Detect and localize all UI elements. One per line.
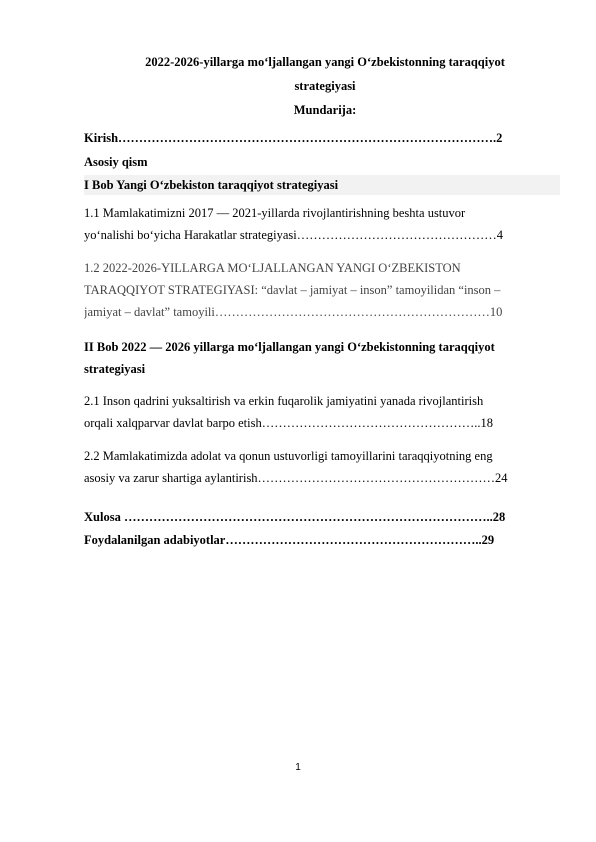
toc-entry-2-2-line-1: 2.2 Mamlakatimizda adolat va qonun ustuvorligi tamoyillarini taraqqiyotning eng bbox=[84, 449, 493, 463]
toc-entry-bob-2-line-2: strategiyasi bbox=[84, 362, 146, 376]
toc-entry-1-2-line-2: TARAQQIYOT STRATEGIYASI: “davlat – jamiyat – inson” tamoyilidan “inson – bbox=[84, 283, 501, 297]
toc-entry-asosiy-qism: Asosiy qism bbox=[84, 155, 148, 169]
document-title-line-2: strategiyasi bbox=[294, 79, 356, 93]
document-title-line-1: 2022-2026-yillarga mo‘ljallangan yangi O‘zbekistonning taraqqiyot bbox=[145, 55, 505, 69]
toc-entry-1-2-line-1: 1.2 2022-2026-YILLARGA MO‘LJALLANGAN YANGI O‘ZBEKISTON bbox=[84, 261, 461, 275]
toc-entry-2-2-line-2: asosiy va zarur shartiga aylantirish…………………………………………………24 bbox=[84, 471, 508, 485]
toc-entry-1-1-line-1: 1.1 Mamlakatimizni 2017 — 2021-yillarda rivojlantirishning beshta ustuvor bbox=[84, 206, 466, 220]
toc-heading: Mundarija: bbox=[293, 103, 357, 117]
toc-entry-bob-1: I Bob Yangi O‘zbekiston taraqqiyot strategiyasi bbox=[84, 175, 560, 195]
toc-entry-2-1-line-1: 2.1 Inson qadrini yuksaltirish va erkin fuqarolik jamiyatini yanada rivojlantirish bbox=[84, 394, 484, 408]
toc-entry-1-1-line-2: yo‘nalishi bo‘yicha Harakatlar strategiyasi…………………………………………4 bbox=[84, 228, 504, 242]
toc-entry-1-2-line-3: jamiyat – davlat” tamoyili…………………………………………………………10 bbox=[84, 305, 503, 319]
toc-entry-2-1-line-2: orqali xalqparvar davlat barpo etish……………………………………………..18 bbox=[84, 416, 493, 430]
toc-entry-xulosa: Xulosa ……………………………………………………………………………..28 bbox=[84, 510, 506, 524]
toc-entry-bob-2-line-1: II Bob 2022 — 2026 yillarga mo‘ljallangan yangi O‘zbekistonning taraqqiyot bbox=[84, 340, 495, 354]
toc-entry-adabiyotlar: Foydalanilgan adabiyotlar……………………………………………………..29 bbox=[84, 533, 495, 547]
page-number: 1 bbox=[295, 762, 301, 773]
toc-entry-kirish: Kirish……………………………………………………………………………….2 bbox=[84, 131, 503, 145]
